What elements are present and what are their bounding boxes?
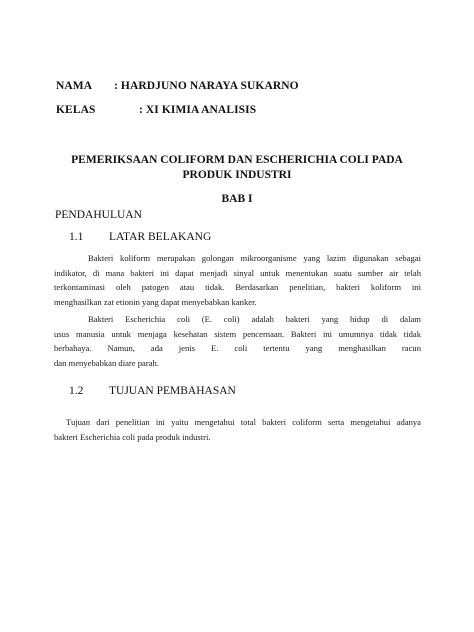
paragraph-line: usus manusia untuk menjaga kesehatan sistem pencernaan. Bakteri ini umumnya tidak tidak [54,328,421,339]
section-1-paragraph-2 [54,312,421,370]
section-1-number: 1.1 [69,231,84,243]
title-line-2: PRODUK INDUSTRI [182,169,292,181]
section-1-paragraph-1 [54,251,421,309]
paragraph-line: bakteri Escherichia coli pada produk industri. [54,431,211,442]
section-1-title: LATAR BELAKANG [109,231,212,243]
paragraph-line: berbahaya. Namun, ada jenis E. coli tertentu yang menghasilkan racun [54,343,421,354]
student-class-row [56,104,356,120]
student-name-row [56,80,356,96]
paragraph-line: indikator, di mana bakteri ini dapat menjadi sinyal untuk menentukan suatu sumber air telah [54,267,421,278]
section-2-number: 1.2 [69,385,84,397]
section-2-heading [69,385,369,401]
paragraph-line: Tujuan dari penelitian ini yaitu mengetahui total bakteri coliform serta mengetahui adanya [66,417,421,427]
section-2-title: TUJUAN PEMBAHASAN [109,385,236,397]
class-label: KELAS [56,104,96,116]
chapter-label: BAB I [221,193,253,205]
class-value: : XI KIMIA ANALISIS [139,104,257,116]
name-value: : HARDJUNO NARAYA SUKARNO [114,80,299,92]
title-line-1: PEMERIKSAAN COLIFORM DAN ESCHERICHIA COLI PADA [71,154,403,166]
section-1-heading [69,231,369,247]
paragraph-line: Bakteri koliform merupakan golongan mikroorganisme yang lazim digunakan sebagai [88,253,421,263]
paragraph-line: menghasilkan zat etionin yang dapat menyebabkan kanker. [54,296,257,307]
paragraph-line: Bakteri Escherichia coli (E. coli) adalah bakteri yang hidup di dalam [88,314,421,324]
section-2-paragraph [54,415,421,444]
paragraph-line: dan menyebabkan diare parah. [54,357,159,368]
name-label: NAMA [56,80,93,92]
document-title [40,153,434,183]
paragraph-line: terkontaminasi oleh patogen atau tidak. Berdasarkan penelitian, bakteri koliform ini [54,282,421,293]
chapter-heading: PENDAHULUAN [55,209,142,221]
